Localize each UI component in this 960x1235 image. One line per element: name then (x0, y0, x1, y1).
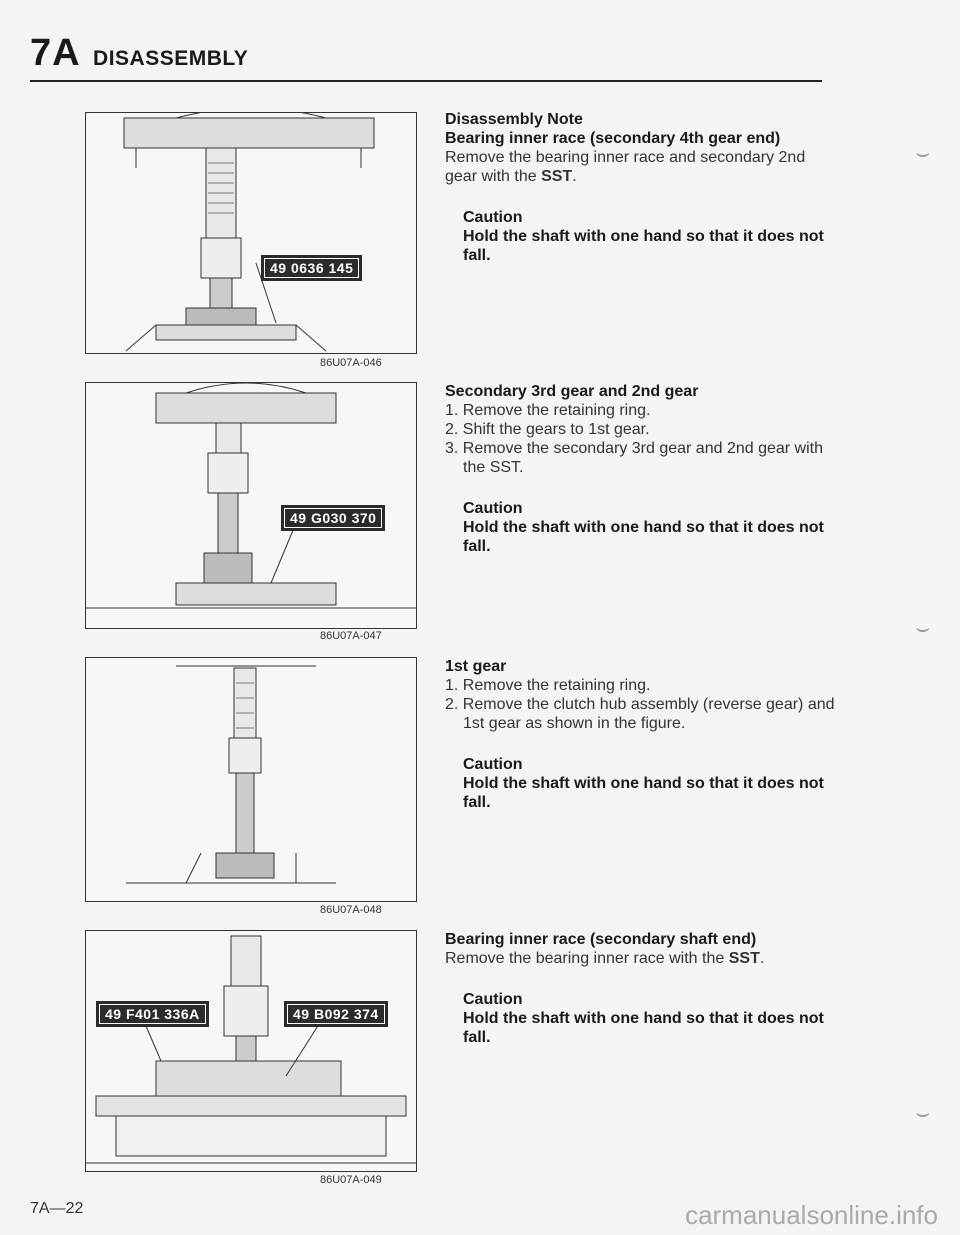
caution-block (463, 755, 835, 812)
steps-list (445, 401, 835, 477)
section-heading: Secondary 3rd gear and 2nd gear (445, 383, 699, 400)
caution-text: Hold the shaft with one hand so that it does not fall. (463, 519, 824, 555)
margin-mark: ⌣ (915, 1100, 930, 1125)
section-heading: Bearing inner race (secondary 4th gear end) (445, 130, 781, 147)
caution-block (463, 990, 835, 1047)
section-heading: Bearing inner race (secondary shaft end) (445, 931, 757, 948)
caution-title: Caution (463, 209, 523, 226)
watermark: carmanualsonline.info (685, 1200, 938, 1230)
section-title: DISASSEMBLY (93, 47, 249, 70)
caution-text: Hold the shaft with one hand so that it does not fall. (463, 228, 824, 264)
page-number: 7A—22 (30, 1200, 84, 1217)
figure-bearing-4th-end (85, 112, 417, 354)
step-item: 2. Shift the gears to 1st gear. (445, 421, 650, 438)
figure-1st-gear (85, 657, 417, 902)
sst-tag-right: 49 B092 374 (284, 1001, 388, 1027)
step-item: 3. Remove the secondary 3rd gear and 2nd gear with the SST. (445, 440, 824, 476)
note-heading: Disassembly Note (445, 111, 583, 128)
section-number: 7A (30, 32, 81, 74)
step-item: 2. Remove the clutch hub assembly (reverse gear) and 1st gear as shown in the figure. (445, 696, 835, 732)
header-rule (30, 80, 822, 82)
steps-list (445, 676, 835, 733)
margin-mark: ⌣ (915, 140, 930, 165)
section-bearing-4th-end (445, 110, 835, 265)
figure-code: 86U07A-048 (320, 904, 382, 916)
figure-code: 86U07A-049 (320, 1174, 382, 1186)
caution-block (463, 499, 835, 556)
section-1st-gear (445, 657, 835, 812)
figure-bearing-shaft-end (85, 930, 417, 1172)
sst-tag-left: 49 F401 336A (96, 1001, 209, 1027)
figure-3rd-2nd-gear (85, 382, 417, 629)
caution-title: Caution (463, 756, 523, 773)
section-3rd-2nd-gear (445, 382, 835, 556)
section-body: Remove the bearing inner race with the SST. (445, 950, 765, 967)
caution-title: Caution (463, 991, 523, 1008)
caution-text: Hold the shaft with one hand so that it does not fall. (463, 1010, 824, 1046)
caution-title: Caution (463, 500, 523, 517)
section-body: Remove the bearing inner race and secondary 2nd gear with the SST. (445, 149, 806, 185)
sst-tag: 49 0636 145 (261, 255, 362, 281)
step-item: 1. Remove the retaining ring. (445, 677, 651, 694)
section-heading: 1st gear (445, 658, 507, 675)
step-item: 1. Remove the retaining ring. (445, 402, 651, 419)
sst-tag: 49 G030 370 (281, 505, 385, 531)
figure-code: 86U07A-047 (320, 630, 382, 642)
caution-block (463, 208, 835, 265)
figure-code: 86U07A-046 (320, 357, 382, 369)
caution-text: Hold the shaft with one hand so that it does not fall. (463, 775, 824, 811)
margin-mark: ⌣ (915, 615, 930, 640)
page-header (30, 32, 248, 75)
section-bearing-shaft-end (445, 930, 835, 1047)
